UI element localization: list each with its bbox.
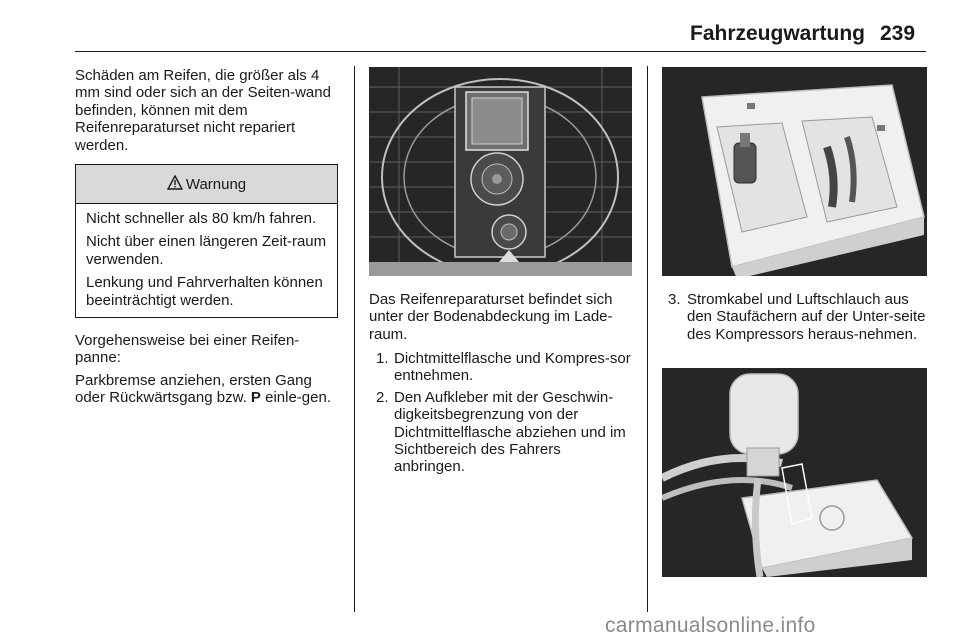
list-item: [369, 350, 634, 385]
figure-compressor-underside: [662, 67, 927, 276]
warning-text-duration: Nicht über einen längeren Zeit-raum verwenden.: [86, 233, 327, 268]
step-number: 2.: [376, 388, 389, 406]
warning-title: Warnung: [185, 175, 247, 193]
column-divider-right: [647, 66, 648, 612]
wheel-well-illustration: [369, 67, 632, 276]
footer-watermark: carmanualsonline.info: [605, 614, 816, 637]
list-item: [369, 389, 634, 476]
list-item: [662, 291, 927, 343]
page-number: 239: [880, 22, 916, 45]
warning-box: [75, 164, 338, 318]
column-divider-left: [354, 66, 355, 612]
steps-list-col2: [369, 350, 634, 480]
figure-spare-wheel-well: [369, 67, 632, 276]
step-text: Dichtmittelflasche und Kompres-sor entnehmen.: [394, 350, 631, 385]
procedure-text-a: Parkbremse anziehen, ersten Gang oder Rückwärtsgang bzw.: [75, 372, 312, 407]
warning-triangle-icon: [167, 175, 183, 194]
step-text: Den Aufkleber mit der Geschwin-digkeitsbegrenzung von der Dichtmittelflasche abziehen und im Sichtbereich des Fahrers anbringen.: [394, 388, 626, 476]
figure-sealant-bottle-compressor: [662, 368, 927, 577]
sealant-bottle-illustration: [662, 368, 927, 577]
warning-body: [76, 204, 337, 309]
kit-location-caption: Das Reifenreparaturset befindet sich unter der Bodenabdeckung im Lade-raum.: [369, 291, 613, 343]
steps-list-col3: [662, 291, 927, 347]
warning-header: [76, 165, 337, 204]
intro-paragraph: Schäden am Reifen, die größer als 4 mm sind oder sich an der Seiten-wand befinden, können mit dem Reifenreparaturset nicht repariert werden.: [75, 67, 331, 154]
gear-p-label: P: [250, 389, 261, 407]
step-text: Stromkabel und Luftschlauch aus den Staufächern auf der Unter-seite des Kompressors heraus-nehmen.: [687, 291, 926, 343]
compressor-underside-illustration: [662, 67, 927, 276]
warning-text-speed: Nicht schneller als 80 km/h fahren.: [86, 210, 317, 227]
procedure-text: [75, 372, 337, 407]
page-header-title: Fahrzeugwartung: [690, 22, 866, 45]
header-rule: [75, 51, 926, 52]
step-number: 1.: [376, 350, 389, 367]
procedure-title: Vorgehensweise bei einer Reifen-panne:: [75, 332, 300, 367]
warning-text-handling: Lenkung und Fahrverhalten können beeinträchtigt werden.: [86, 274, 323, 309]
step-number: 3.: [668, 291, 681, 308]
procedure-text-b: einle-gen.: [260, 389, 331, 407]
